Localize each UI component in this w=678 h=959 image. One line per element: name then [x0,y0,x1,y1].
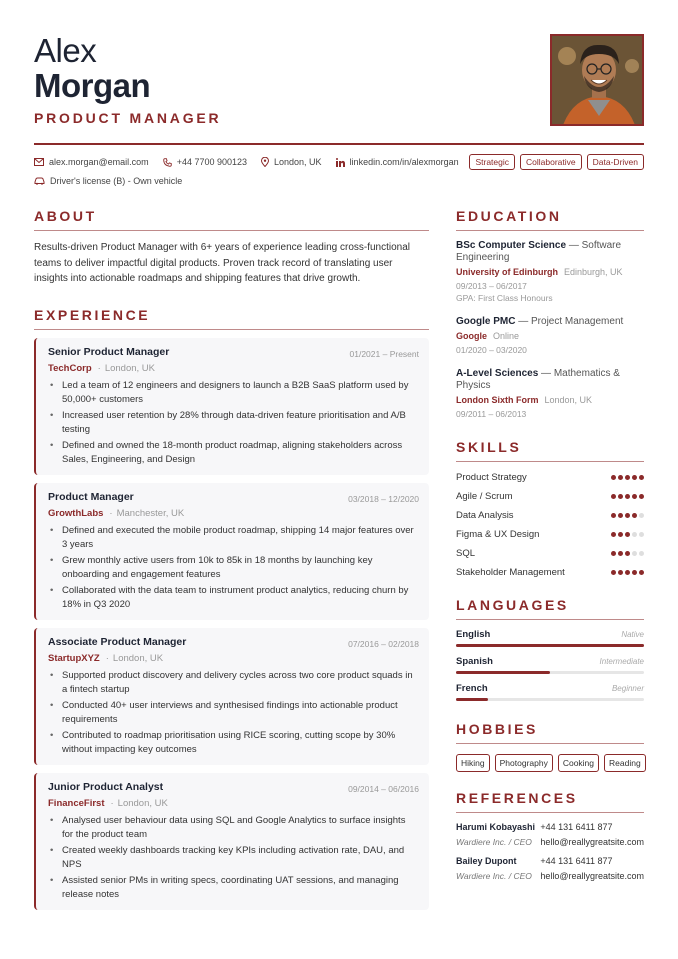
exp-location: · London, UK [98,363,155,374]
skill-name: Stakeholder Management [456,567,565,578]
rating-dot [632,532,637,537]
rating-dot [632,475,637,480]
rating-dot [625,513,630,518]
rating-dot [625,532,630,537]
rating-dot [632,513,637,518]
reference-item [456,856,644,881]
edu-field: Mathematics & Physics [456,368,620,391]
rating-dot [639,570,644,575]
resume-header [34,34,644,144]
ref-role: Wardiere Inc. / CEO [456,837,532,847]
rating-dot [611,570,616,575]
email-text: alex.morgan@email.com [49,157,149,167]
rating-dot [632,570,637,575]
skills-list [456,468,644,582]
exp-bullet: • Increased user retention by 28% through data-driven feature prioritisation and A/B testing [48,409,419,437]
rating-dot [611,513,616,518]
tag-item: Collaborative [520,154,582,170]
edu-dates: 09/2011 – 06/2013 [456,409,527,419]
rating-dot [618,475,623,480]
language-level: Beginner [611,684,644,693]
exp-location: · London, UK [106,653,163,664]
section-divider [456,230,644,231]
exp-dates: 01/2021 – Present [349,348,419,359]
rating-dot [625,475,630,480]
languages-list [456,629,644,701]
section-divider [34,329,429,330]
profile-photo [550,34,644,126]
contact-info [34,154,464,189]
email-item[interactable] [34,157,149,167]
section-divider [456,812,644,813]
rating-dot [639,532,644,537]
language-bar-fill [456,671,550,674]
phone-icon [163,158,172,167]
experience-item [34,773,429,910]
rating-dot [625,570,630,575]
rating-dot [611,494,616,499]
left-column [34,208,429,910]
rating-dot [611,475,616,480]
car-icon [34,177,45,185]
edu-gpa: GPA: First Class Honours [456,293,553,303]
skills-heading: SKILLS [456,439,522,455]
linkedin-item[interactable] [336,157,459,167]
language-level: Native [621,630,644,639]
rating-dot [639,513,644,518]
exp-bullet: • Defined and executed the mobile product roadmap, shipping 14 major features over 3 years [48,524,419,552]
rating-dot [625,551,630,556]
experience-section [34,307,429,910]
tag-item: Data-Driven [587,154,644,170]
language-name: French [456,683,488,694]
hobbies-section [456,721,644,772]
rating-dot [618,494,623,499]
exp-dates: 07/2016 – 02/2018 [348,638,419,649]
skill-row [456,525,644,544]
exp-dates: 03/2018 – 12/2020 [348,493,419,504]
skill-name: Product Strategy [456,472,527,483]
hobby-tag: Photography [495,754,553,772]
edu-dates: 09/2013 – 06/2017 [456,281,527,291]
hobby-tag: Reading [604,754,646,772]
rating-dot [639,494,644,499]
edu-field: Project Management [531,316,624,327]
first-name: Alex [34,32,97,69]
location-text: London, UK [274,157,322,167]
rating-dot [639,551,644,556]
skill-rating [611,551,644,556]
education-item: Google PMC — Project Management Google Online 01/2020 – 03/2020 [456,316,644,355]
skills-section [456,439,644,582]
license-text: Driver's license (B) - Own vehicle [50,176,183,186]
trait-tags [469,154,644,170]
skill-row [456,487,644,506]
language-bar [456,671,644,674]
ref-email[interactable]: hello@reallygreatsite.com [540,837,644,847]
skill-name: Figma & UX Design [456,529,540,540]
exp-role: Associate Product Manager [48,635,187,648]
ref-role: Wardiere Inc. / CEO [456,871,532,881]
exp-bullet: • Supported product discovery and delivery cycles across two core product squads in a fintech startup [48,669,419,697]
language-bar-fill [456,644,644,647]
about-section [34,208,429,287]
right-column [456,208,644,881]
references-heading: REFERENCES [456,790,578,806]
license-item [34,176,182,186]
ref-name: Bailey Dupont [456,856,517,866]
exp-bullet: • Analysed user behaviour data using SQL and Google Analytics to surface insights for the product team [48,814,419,842]
ref-email[interactable]: hello@reallygreatsite.com [540,871,644,881]
skill-row [456,506,644,525]
experience-heading: EXPERIENCE [34,306,151,323]
skill-name: Agile / Scrum [456,491,513,502]
exp-bullet: • Grew monthly active users from 10k to 85k in 18 months by launching key onboarding and engagement features [48,554,419,582]
skill-row [456,468,644,487]
language-bar [456,698,644,701]
education-heading: EDUCATION [456,208,562,224]
exp-bullet: • Created weekly dashboards tracking key KPIs including activation rate, DAU, and NPS [48,844,419,872]
language-row [456,683,644,701]
skill-rating [611,570,644,575]
rating-dot [618,532,623,537]
ref-name: Harumi Kobayashi [456,822,536,832]
section-divider [456,619,644,620]
exp-company: TechCorp [48,362,92,374]
job-title: PRODUCT MANAGER [34,110,222,126]
edu-school: London Sixth Form [456,395,539,405]
exp-bullet: • Led a team of 12 engineers and designers to launch a B2B SaaS platform used by 50,000+ customers [48,379,419,407]
experience-item [34,628,429,765]
skill-rating [611,532,644,537]
skill-row [456,544,644,563]
rating-dot [618,570,623,575]
phone-text: +44 7700 900123 [176,157,248,167]
edu-dates: 01/2020 – 03/2020 [456,345,527,355]
languages-section [456,597,644,701]
exp-bullet: • Contributed to roadmap prioritisation using RICE scoring, cutting scope by 30% without impacting key outcomes [48,729,419,757]
about-heading: ABOUT [34,208,97,224]
edu-location: Edinburgh, UK [564,267,623,277]
exp-role: Product Manager [48,490,134,503]
exp-dates: 09/2014 – 06/2016 [348,783,419,794]
language-name: Spanish [456,656,493,667]
exp-role: Senior Product Manager [48,345,170,358]
ref-phone[interactable]: +44 131 6411 877 [540,822,613,832]
hobby-tag: Cooking [558,754,599,772]
exp-location: · London, UK [111,798,168,809]
references-section [456,790,644,881]
ref-phone[interactable]: +44 131 6411 877 [540,856,613,866]
exp-bullet: • Defined and owned the 18-month product roadmap, aligning stakeholders across Sales, Engineering, and Design [48,439,419,467]
exp-bullet: • Collaborated with the data team to instrument product analytics, reducing churn by 18% in Q3 2020 [48,584,419,612]
hobby-tag: Hiking [456,754,490,772]
language-row [456,629,644,647]
rating-dot [625,494,630,499]
skill-rating [611,475,644,480]
edu-school: Google [456,331,487,341]
languages-heading: LANGUAGES [456,597,569,613]
rating-dot [611,532,616,537]
education-item: BSc Computer Science — Software Engineering University of Edinburgh Edinburgh, UK 09/2013 – 06/2017 GPA: First Class Honours [456,240,644,303]
exp-location: · Manchester, UK [109,508,184,519]
linkedin-text: linkedin.com/in/alexmorgan [349,157,459,167]
rating-dot [611,551,616,556]
edu-location: Online [493,331,520,341]
hobbies-heading: HOBBIES [456,721,538,737]
section-divider [456,743,644,744]
exp-bullet: • Conducted 40+ user interviews and synthesised findings into actionable product requirements [48,699,419,727]
language-bar-fill [456,698,488,701]
linkedin-icon [336,158,345,167]
tag-item: Strategic [469,154,515,170]
language-level: Intermediate [599,657,644,666]
exp-company: FinanceFirst [48,797,105,809]
section-divider [34,230,429,231]
rating-dot [618,551,623,556]
education-item: A-Level Sciences — Mathematics & Physics London Sixth Form London, UK 09/2011 – 06/2013 [456,368,644,419]
experience-item [34,483,429,620]
exp-bullet: • Assisted senior PMs in writing specs, coordinating UAT sessions, and managing release notes [48,874,419,902]
skill-rating [611,513,644,518]
skill-name: Data Analysis [456,510,514,521]
rating-dot [618,513,623,518]
exp-company: StartupXYZ [48,652,100,664]
mail-icon [34,158,44,166]
skill-rating [611,494,644,499]
language-bar [456,644,644,647]
about-text: Results-driven Product Manager with 6+ years of experience leading cross-functional teams to deliver impactful digital products. Proven track record of translating user insights into actionable roadmaps and shipping features that drive growth. [34,242,411,284]
edu-location: London, UK [544,395,593,405]
language-row [456,656,644,674]
rating-dot [639,475,644,480]
phone-item[interactable] [163,157,247,167]
header-divider [34,143,644,145]
edu-field: Software Engineering [456,240,622,263]
portrait-illustration [552,36,644,126]
rating-dot [632,551,637,556]
reference-item [456,822,644,847]
edu-degree: Google PMC [456,316,516,327]
location-item [261,157,322,167]
location-pin-icon [261,157,269,167]
edu-school: University of Edinburgh [456,267,559,277]
edu-degree: A-Level Sciences [456,368,539,379]
edu-degree: BSc Computer Science [456,240,567,251]
skill-row [456,563,644,582]
experience-item [34,338,429,475]
education-section [456,208,644,419]
rating-dot [632,494,637,499]
last-name: Morgan [34,67,151,104]
exp-company: GrowthLabs [48,507,104,519]
exp-role: Junior Product Analyst [48,780,164,793]
section-divider [456,461,644,462]
skill-name: SQL [456,548,476,559]
language-name: English [456,629,491,640]
